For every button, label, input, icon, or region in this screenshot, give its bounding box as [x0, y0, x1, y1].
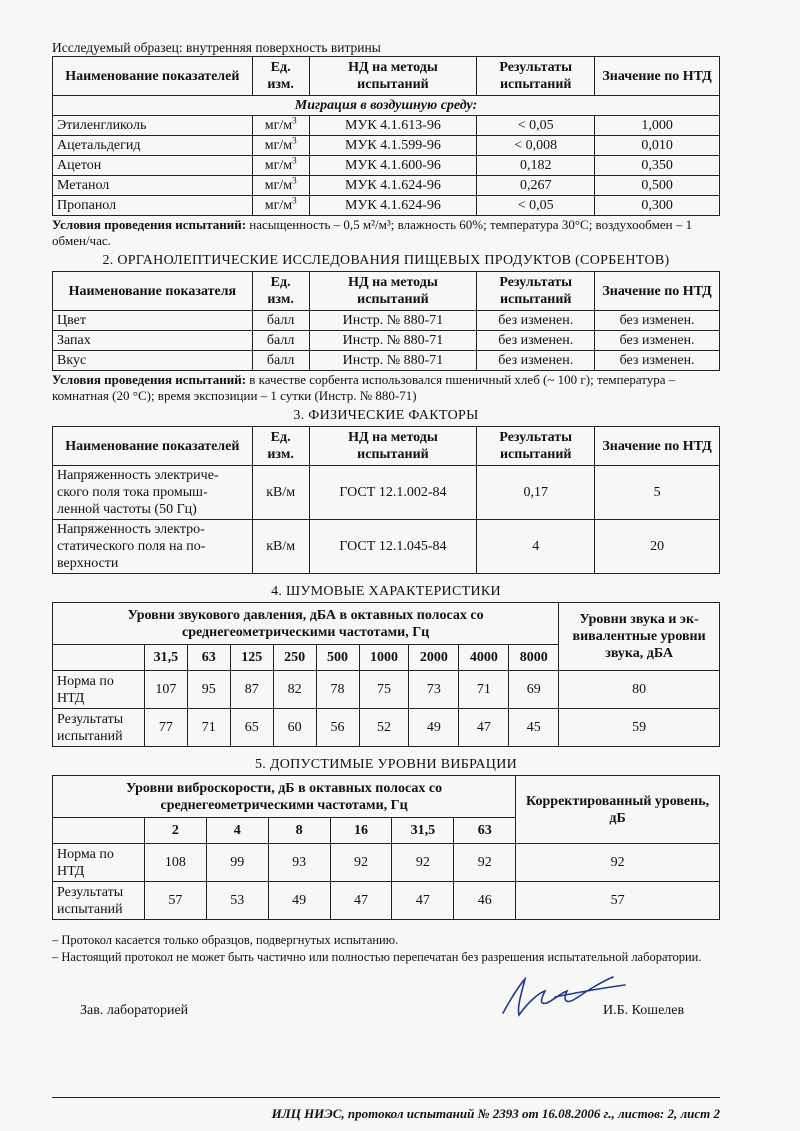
freq-header: 1000	[359, 645, 409, 671]
col-header: Значение по НТД	[595, 57, 720, 96]
table-row: Запах балл Инстр. № 880-71 без изменен. без изменен.	[53, 331, 720, 351]
freq-header: 2	[144, 818, 206, 844]
col-header: Ед. изм.	[252, 57, 309, 96]
freq-header: 250	[273, 645, 316, 671]
vibration-header-levels: Уровни виброскорости, дБ в октавных полосах со среднегеометрическими частотами, Гц	[53, 776, 516, 818]
signatory-title: Зав. лабораторией	[80, 1003, 189, 1018]
physical-factors-table	[52, 426, 720, 574]
col-header: Наименование показателей	[53, 57, 253, 96]
col-header: НД на методы испытаний	[309, 57, 477, 96]
page-footer	[52, 1097, 720, 1122]
noise-header-levels: Уровни звукового давления, дБА в октавных полосах со среднегеометрическими частотами, Гц	[53, 603, 559, 645]
section-title: 3. ФИЗИЧЕСКИЕ ФАКТОРЫ	[293, 408, 479, 423]
document-page	[52, 0, 720, 1121]
table-row: Цвет балл Инстр. № 880-71 без изменен. без изменен.	[53, 311, 720, 331]
col-header: Значение по НТД	[595, 272, 720, 311]
sample-description: Исследуемый образец: внутренняя поверхность витрины	[52, 40, 381, 55]
table-row: Этиленгликоль $мг/м^3$ МУК 4.1.613-96 < 0,05 1,000	[53, 116, 720, 136]
organoleptic-table	[52, 271, 720, 371]
table-row: Результаты испытаний 77 71 65 60 56 52 49 47 45 59	[53, 709, 720, 747]
col-header: Результаты испытаний	[477, 57, 595, 96]
note-line: – Протокол касается только образцов, подвергнутых испытанию.	[52, 933, 399, 947]
table-row: Норма по НТД 108 99 93 92 92 92 92	[53, 844, 720, 882]
table-row: Результаты испытаний 57 53 49 47 47 46 57	[53, 882, 720, 920]
col-header: НД на методы испытаний	[309, 272, 477, 311]
section-title: 5. ДОПУСТИМЫЕ УРОВНИ ВИБРАЦИИ	[254, 757, 518, 772]
table-row: Напряженность электриче-ского поля тока промыш-ленной частоты (50 Гц) кВ/м ГОСТ 12.1.002-84 0,17 5	[53, 466, 720, 520]
freq-header: 2000	[409, 645, 459, 671]
col-header: Результаты испытаний	[477, 272, 595, 311]
noise-table	[52, 602, 720, 747]
freq-header: 4000	[459, 645, 509, 671]
migration-table	[52, 56, 720, 216]
freq-header: 125	[230, 645, 273, 671]
notes	[52, 932, 720, 966]
table-row: Ацетальдегид $мг/м^3$ МУК 4.1.599-96 < 0,008 0,010	[53, 136, 720, 156]
col-header: Результаты испытаний	[477, 427, 595, 466]
table-row: Пропанол $мг/м^3$ МУК 4.1.624-96 < 0,05 0,300	[53, 196, 720, 216]
freq-header: 63	[454, 818, 516, 844]
test-conditions: Условия проведения испытаний: насыщенность – 0,5 м²/м³; влажность 60%; температура 30°С; воздухообмен – 1 обмен/час.	[52, 217, 693, 248]
col-header: Ед. изм.	[252, 427, 309, 466]
col-header: Наименование показателя	[53, 272, 253, 311]
signatory-name: И.Б. Кошелев	[603, 1003, 685, 1018]
section-title: 4. ШУМОВЫЕ ХАРАКТЕРИСТИКИ	[271, 584, 501, 599]
freq-header: 16	[330, 818, 392, 844]
col-header: Ед. изм.	[252, 272, 309, 311]
table-row: Метанол $мг/м^3$ МУК 4.1.624-96 0,267 0,500	[53, 176, 720, 196]
col-header: НД на методы испытаний	[309, 427, 477, 466]
freq-header: 8000	[509, 645, 559, 671]
noise-header-total: Уровни звука и эк-вивалентные уровни звука, дБА	[559, 603, 720, 671]
table-row: Норма по НТД 107 95 87 82 78 75 73 71 69 80	[53, 671, 720, 709]
freq-header: 500	[316, 645, 359, 671]
test-conditions: Условия проведения испытаний: в качестве сорбента использовался пшеничный хлеб (~ 100 г); температура – комнатная (20 °С); время экспозиции – 1 сутки (Инстр. № 880-71)	[52, 372, 676, 403]
table-row: Вкус балл Инстр. № 880-71 без изменен. без изменен.	[53, 351, 720, 371]
migration-subheader: Миграция в воздушную среду:	[53, 96, 720, 116]
table-row: Ацетон $мг/м^3$ МУК 4.1.600-96 0,182 0,350	[53, 156, 720, 176]
footer-text: ИЛЦ НИЭС, протокол испытаний № 2393 от 16.08.2006 г., листов: 2, лист 2	[271, 1106, 720, 1121]
freq-header: 63	[187, 645, 230, 671]
section-title: 2. ОРГАНОЛЕПТИЧЕСКИЕ ИССЛЕДОВАНИЯ ПИЩЕВЫХ ПРОДУКТОВ (СОРБЕНТОВ)	[102, 253, 670, 268]
freq-header: 4	[206, 818, 268, 844]
col-header: Значение по НТД	[595, 427, 720, 466]
freq-header: 31,5	[392, 818, 454, 844]
freq-header: 8	[268, 818, 330, 844]
table-row: Напряженность электро-статического поля на по-верхности кВ/м ГОСТ 12.1.045-84 4 20	[53, 520, 720, 574]
vibration-header-total: Корректированный уровень, дБ	[516, 776, 720, 844]
vibration-table	[52, 775, 720, 920]
freq-header: 31,5	[144, 645, 187, 671]
note-line: – Настоящий протокол не может быть частично или полностью перепечатан без разрешения испытательной лаборатории.	[52, 950, 702, 964]
signature-block	[80, 1003, 710, 1019]
col-header: Наименование показателей	[53, 427, 253, 466]
